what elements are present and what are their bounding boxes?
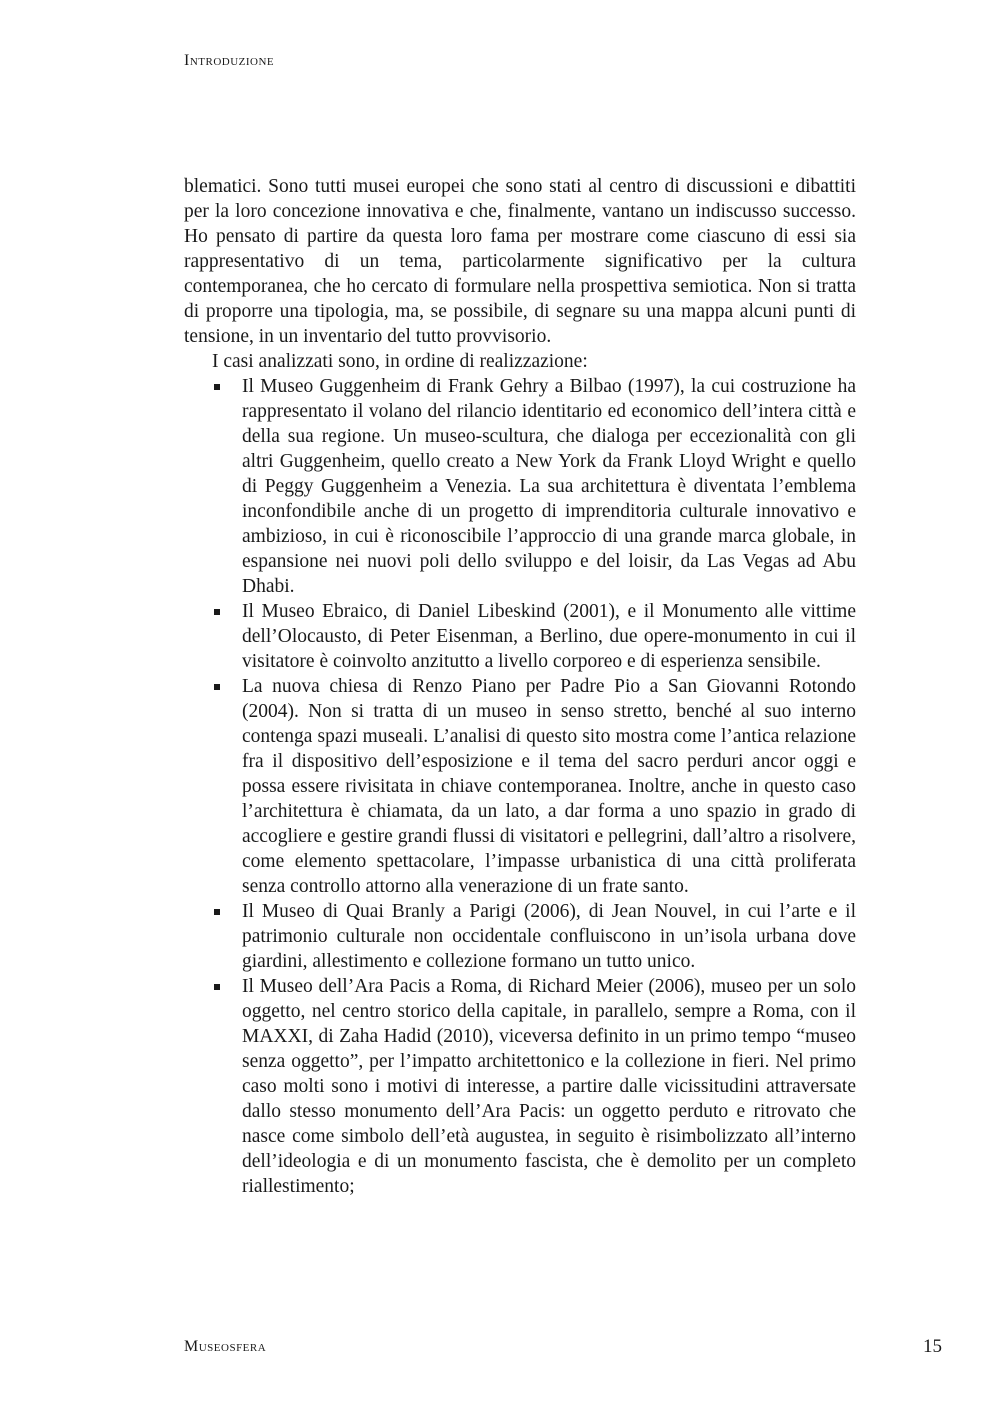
square-bullet-icon [214,384,220,390]
square-bullet-icon [214,684,220,690]
square-bullet-icon [214,909,220,915]
paragraph: blematici. Sono tutti musei europei che sono stati al centro di discussioni e dibattiti per la loro concezione innovativa e che, finalmente, vantano un indiscusso successo. Ho pensato di partire da questa loro fama per mostrare come ciascuno di essi sia rappresentativo di un tema, particolarmente significativo per la cultura contemporanea, che ho cercato di formulare nella prospettiva semiotica. Non si tratta di proporre una tipologia, ma, se possibile, di segnare su una mappa alcuni punti di tensione, in un inventario del tutto provvisorio. [184,176,856,347]
square-bullet-icon [214,984,220,990]
list-item [242,674,856,899]
body-text [184,174,856,1199]
list-item-text: Il Museo di Quai Branly a Parigi (2006), di Jean Nouvel, in cui l’arte e il patrimonio culturale non occidentale confluiscono in un’isola urbana dove giardini, allestimento e collezione formano un tutto unico. [242,901,856,972]
list-item-text: Il Museo Ebraico, di Daniel Libeskind (2001), e il Monumento alle vittime dell’Olocausto, di Peter Eisenman, a Berlino, due opere-monumento in cui il visitatore è coinvolto anzitutto a livello corporeo e di esperienza sensibile. [242,601,856,672]
list-item [242,599,856,674]
list-item-text: Il Museo Guggenheim di Frank Gehry a Bilbao (1997), la cui costruzione ha rappresentato il volano del rilancio identitario ed economico dell’intera città e della sua regione. Un museo-scultura, che dialoga per eccezionalità con gli altri Guggenheim, quello creato a New York da Frank Lloyd Wright e quello di Peggy Guggenheim a Venezia. La sua architettura è diventata l’emblema inconfondibile anche di un progetto di imprenditoria culturale innovativo e ambizioso, in cui è riconoscibile l’approccio di una grande marca globale, in espansione nei nuovi poli dello sviluppo e del loisir, da Las Vegas ad Abu Dhabi. [242,376,856,597]
case-list [184,374,856,1199]
page-number: 15 [923,1336,942,1357]
running-header: Introduzione [184,52,275,69]
list-item [242,374,856,599]
list-item [242,974,856,1199]
list-item-text: La nuova chiesa di Renzo Piano per Padre Pio a San Giovanni Rotondo (2004). Non si tratta di un museo in senso stretto, benché al suo interno contenga spazi museali. L’analisi di questo sito mostra come l’antica relazione fra il dispositivo dell’esposizione e il tema del sacro perduri ancor oggi e possa essere rivisitata in chiave contemporanea. Inoltre, anche in questo caso l’architettura è chiamata, da un lato, a dar forma a uno spazio in grado di accogliere e gestire grandi flussi di visitatori e pellegrini, dall’altro a risolvere, come elemento spettacolare, l’impasse urbanistica di una città proliferata senza controllo attorno alla venerazione di un frate santo. [242,676,856,897]
list-item [242,899,856,974]
footer-book-title: Museosfera [184,1338,267,1355]
list-item-text: Il Museo dell’Ara Pacis a Roma, di Richard Meier (2006), museo per un solo oggetto, nel centro storico della capitale, in parallelo, sempre a Roma, con il MAXXI, di Zaha Hadid (2010), viceversa definito in un primo tempo “museo senza oggetto”, per l’impatto architettonico e la collezione in fieri. Nel primo caso molti sono i motivi di interesse, a partire dalle vicissitudini attraversate dallo stesso monumento dell’Ara Pacis: un oggetto perduto e ritrovato che nasce come simbolo dell’età augustea, in seguito è risimbolizzato all’interno dell’ideologia e di un monumento fascista, che è demolito per un completo riallestimento; [242,976,856,1197]
paragraph: I casi analizzati sono, in ordine di realizzazione: [212,351,588,372]
square-bullet-icon [214,609,220,615]
